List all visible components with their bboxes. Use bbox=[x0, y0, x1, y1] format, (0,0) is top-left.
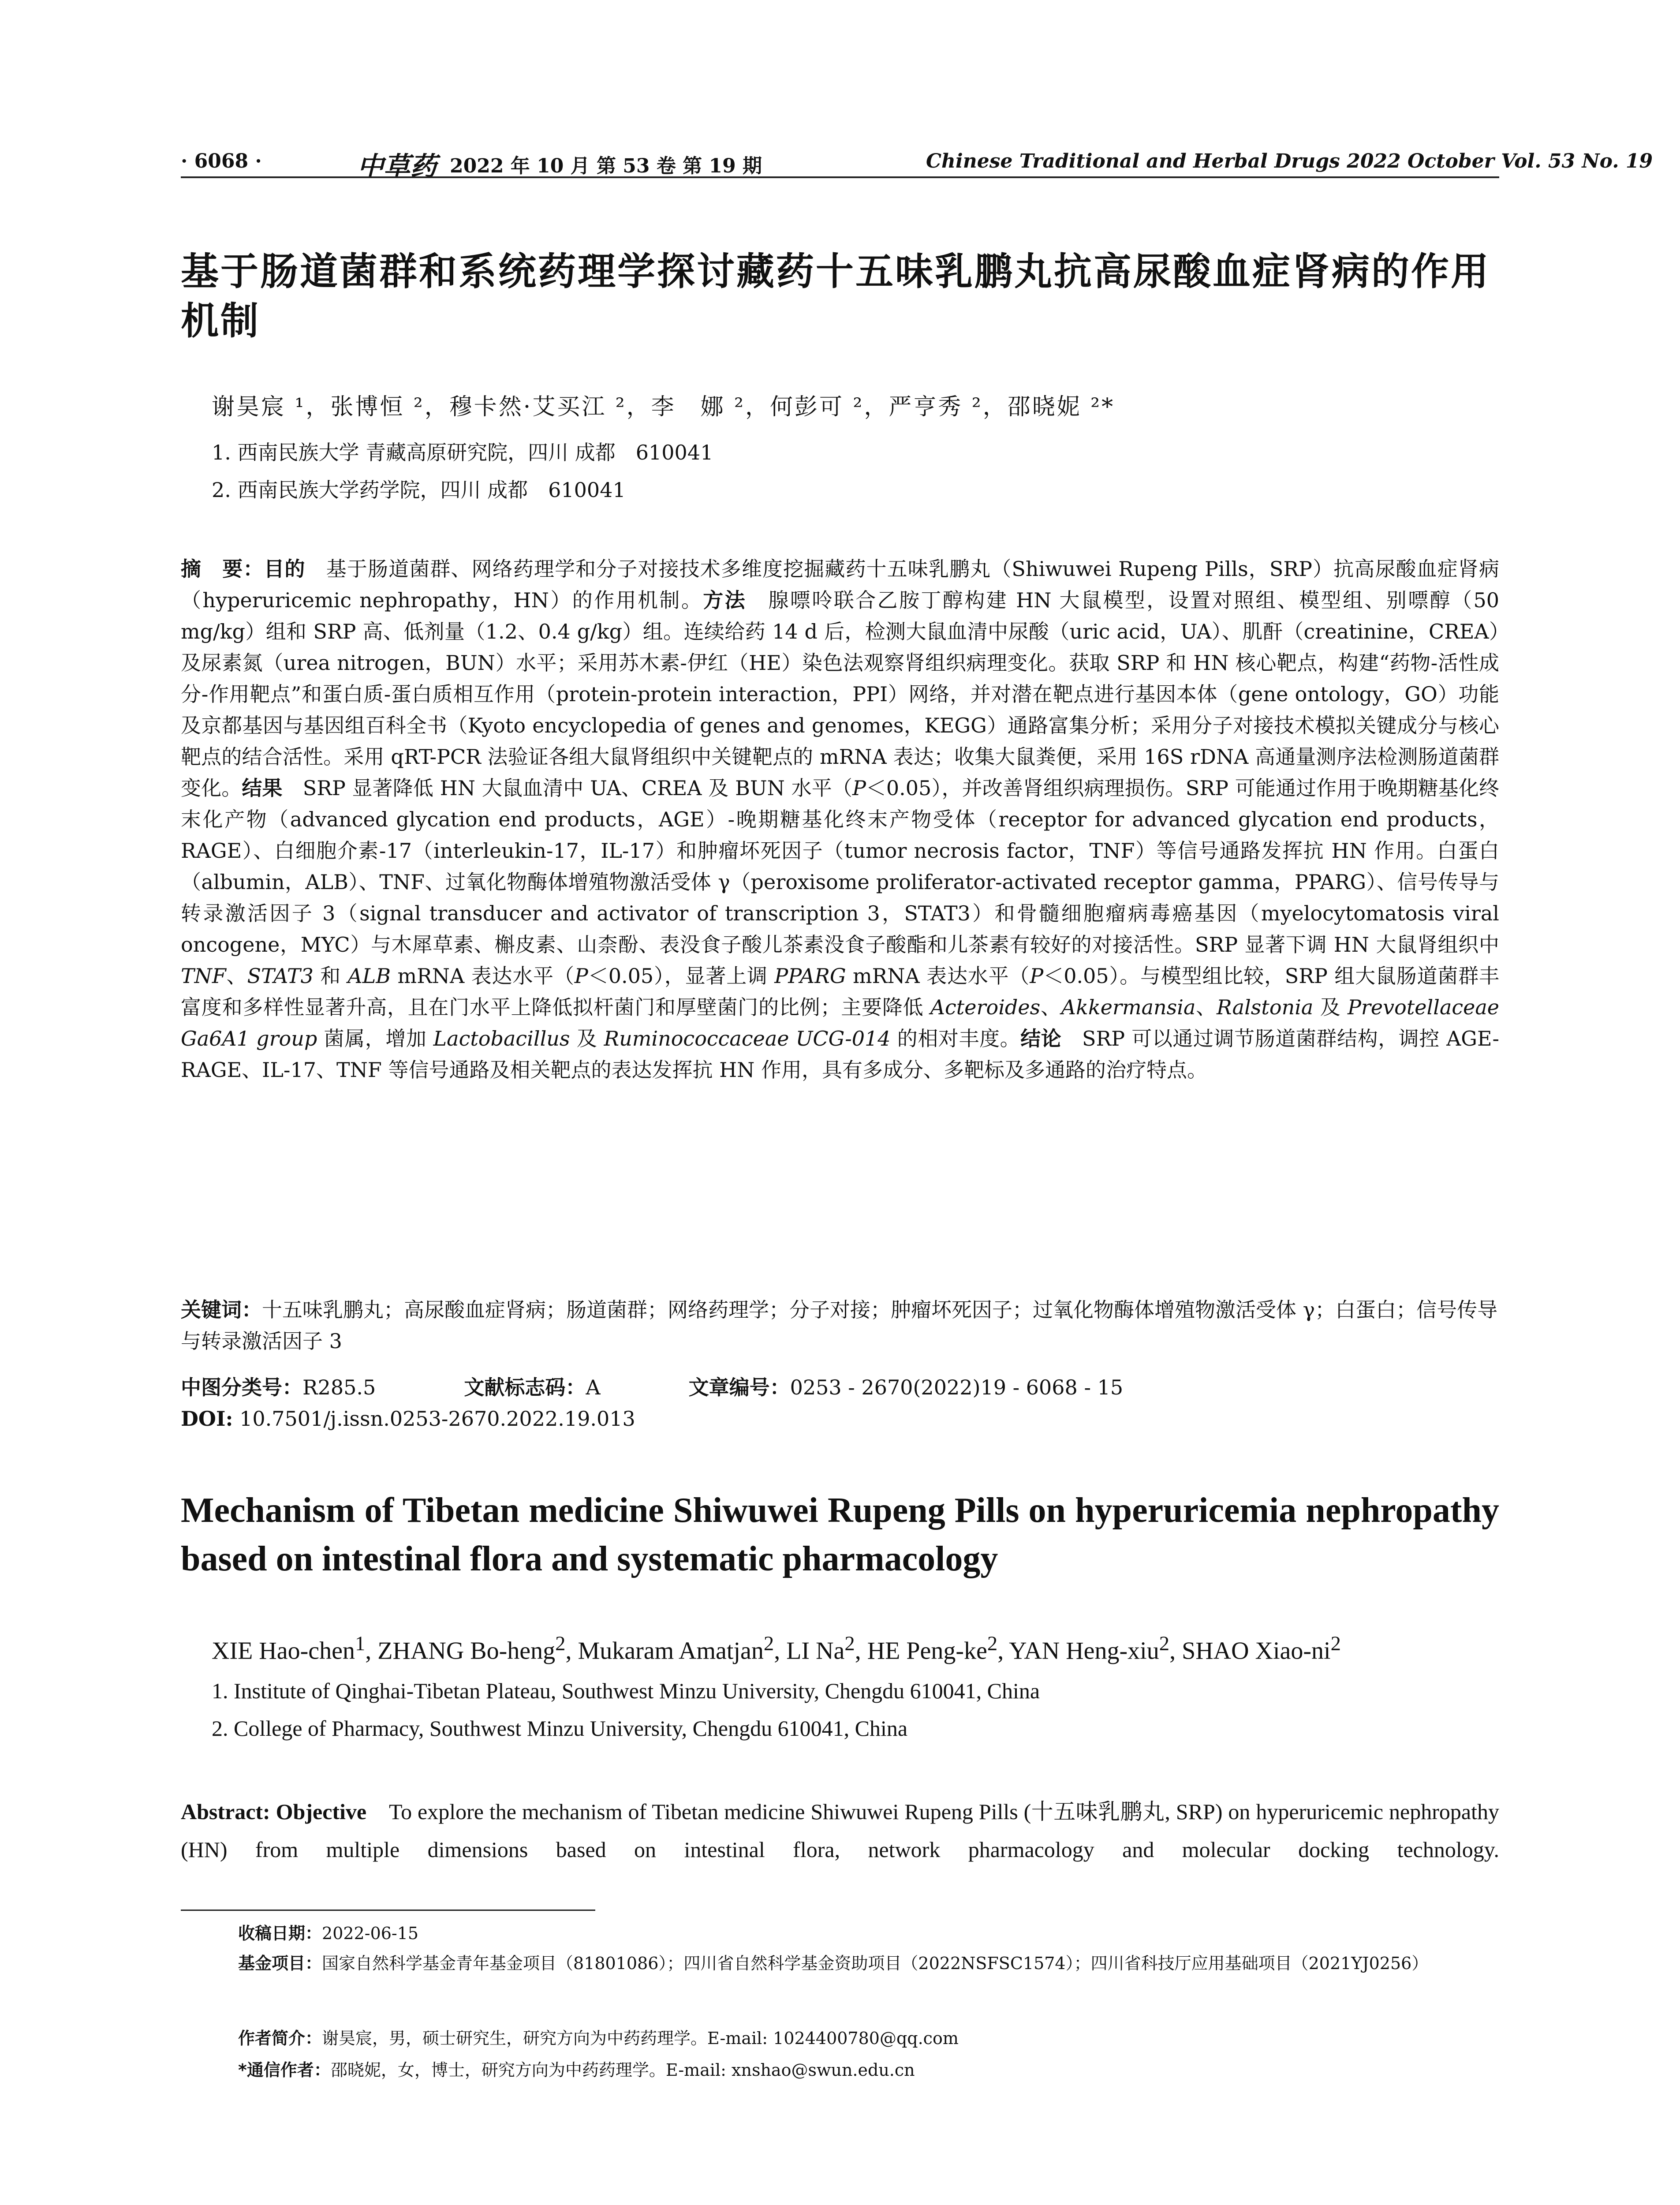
keywords-cn bbox=[181, 1294, 1499, 1357]
result-text: mRNA 表达水平（ bbox=[846, 964, 1030, 988]
author-affiliation-mark: 2 bbox=[844, 1632, 855, 1655]
header-rule bbox=[181, 176, 1499, 178]
bacteria-name: Acteroides bbox=[930, 995, 1041, 1019]
gene-name: TNF bbox=[181, 964, 226, 988]
classification-line bbox=[181, 1372, 1499, 1401]
title-en: Mechanism of Tibetan medicine Shiwuwei Rupeng Pills on hyperuricemia nephropathy based on intestinal flora and systematic pharmacology bbox=[181, 1491, 1499, 1578]
result-text: 的相对丰度。 bbox=[890, 1027, 1021, 1050]
affiliation-en-1: 1. Institute of Qinghai-Tibetan Plateau, Southwest Minzu University, Chengdu 610041, China bbox=[212, 1678, 1040, 1703]
author-affiliation-mark: 2 bbox=[987, 1632, 998, 1655]
author-affiliation-mark: 2 bbox=[555, 1632, 566, 1655]
bacteria-name: Prevotellaceae Ga6A1 group bbox=[181, 995, 1500, 1050]
corresponding-text: 邵晓妮，女，博士，研究方向为中药药理学。E-mail: xnshao@swun.edu.cn bbox=[330, 2060, 915, 2080]
abstract-en bbox=[181, 1793, 1499, 1869]
bacteria-name: Ruminococcaceae UCG-014 bbox=[604, 1027, 891, 1050]
author-intro-label: 作者简介： bbox=[238, 2029, 322, 2048]
author-separator: , bbox=[997, 1637, 1009, 1665]
separator: 、 bbox=[226, 964, 247, 988]
bacteria-name: Lactobacillus bbox=[433, 1027, 570, 1050]
footnote-rule bbox=[181, 1910, 595, 1911]
doi-value: 10.7501/j.issn.0253-2670.2022.19.013 bbox=[233, 1407, 635, 1431]
conclusion-text: SRP 可以通过调节肠道菌群结构，调控 AGE-RAGE、IL-17、TNF 等信号通路及相关靶点的表达发挥抗 HN 作用，具有多成分、多靶标及多通路的治疗特点。 bbox=[181, 1027, 1500, 1082]
gene-name: STAT3 bbox=[247, 964, 314, 988]
author-separator: , bbox=[774, 1637, 787, 1665]
author-separator: , bbox=[855, 1637, 867, 1665]
author-name: Mukaram Amatjan bbox=[578, 1637, 764, 1665]
article-number-value: 0253 - 2670(2022)19 - 6068 - 15 bbox=[790, 1375, 1124, 1399]
result-text: 菌属，增加 bbox=[317, 1027, 433, 1050]
result-text: SRP 显著降低 HN 大鼠血清中 UA、CREA 及 BUN 水平（ bbox=[282, 776, 852, 800]
keywords-label: 关键词： bbox=[181, 1298, 262, 1322]
running-header bbox=[181, 146, 1653, 182]
separator: 、 bbox=[1040, 995, 1061, 1019]
keywords-text: 十五味乳鹏丸；高尿酸血症肾病；肠道菌群；网络药理学；分子对接；肿瘤坏死因子；过氧化物酶体增殖物激活受体 γ；白蛋白；信号传导与转录激活因子 3 bbox=[181, 1298, 1498, 1353]
author-name: XIE Hao-chen bbox=[212, 1637, 355, 1665]
page-number: · 6068 · bbox=[181, 150, 262, 172]
article-number-label: 文章编号： bbox=[688, 1375, 790, 1399]
method-label: 方法 bbox=[703, 588, 747, 612]
author-name: SHAO Xiao-ni bbox=[1182, 1637, 1331, 1665]
result-label: 结果 bbox=[242, 776, 283, 800]
authors-cn: 谢昊宸 ¹，张博恒 ²，穆卡然·艾买江 ²，李 娜 ²，何彭可 ²，严亨秀 ²，邵晓妮 ²* bbox=[212, 394, 1115, 420]
doc-code-label: 文献标志码： bbox=[464, 1375, 586, 1399]
authors-en bbox=[212, 1632, 1534, 1665]
objective-text: 基于肠道菌群、网络药理学和分子对接技术多维度挖掘藏药十五味乳鹏丸（Shiwuwei Rupeng Pills，SRP）抗高尿酸血症肾病（hyperuricemic nephropathy，HN）的作用机制。 bbox=[181, 557, 1499, 612]
result-text: ＜0.05），显著上调 bbox=[588, 964, 775, 988]
fund-label: 基金项目： bbox=[238, 1954, 322, 1973]
author-name: YAN Heng-xiu bbox=[1009, 1637, 1159, 1665]
journal-logo: 中草药 bbox=[357, 151, 437, 182]
bacteria-name: Ralstonia bbox=[1216, 995, 1314, 1019]
fund-text: 国家自然科学基金青年基金项目（81801086）；四川省自然科学基金资助项目（2022NSFSC1574）；四川省科技厅应用基础项目（2021YJ0256） bbox=[322, 1954, 1429, 1973]
doi-label: DOI: bbox=[181, 1407, 233, 1431]
author-intro-text: 谢昊宸，男，硕士研究生，研究方向为中药药理学。E-mail: 1024400780@qq.com bbox=[322, 2029, 959, 2048]
doc-code-value: A bbox=[586, 1375, 601, 1399]
author-name: ZHANG Bo-heng bbox=[377, 1637, 556, 1665]
affiliation-cn-1: 1. 西南民族大学 青藏高原研究院，四川 成都 610041 bbox=[212, 441, 713, 464]
conjunction: 及 bbox=[570, 1027, 604, 1050]
author-affiliation-mark: 1 bbox=[355, 1632, 366, 1655]
corresponding-label: *通信作者： bbox=[238, 2060, 331, 2080]
abstract-en-text: To explore the mechanism of Tibetan medicine Shiwuwei Rupeng Pills (十五味乳鹏丸, SRP) on hyperuricemic nephropathy (HN) from multiple dimensions based on intestinal flora, network pharmacology and molecular docking technology. bbox=[181, 1799, 1499, 1862]
p-value-symbol: P bbox=[574, 964, 588, 988]
p-value-symbol: P bbox=[852, 776, 866, 800]
received-date: 2022-06-15 bbox=[322, 1924, 419, 1943]
footnote-received bbox=[238, 1918, 1508, 1948]
conjunction: 和 bbox=[313, 964, 348, 988]
clc-label: 中图分类号： bbox=[181, 1375, 302, 1399]
author-affiliation-mark: 2 bbox=[1159, 1632, 1170, 1655]
gene-name: ALB bbox=[347, 964, 391, 988]
issue-info-cn: 2022 年 10 月 第 53 卷 第 19 期 bbox=[450, 155, 762, 177]
conjunction: 及 bbox=[1313, 995, 1348, 1019]
affiliation-en-2: 2. College of Pharmacy, Southwest Minzu University, Chengdu 610041, China bbox=[212, 1716, 908, 1741]
author-separator: , bbox=[365, 1637, 378, 1665]
result-text: ＜0.05）。与模型组比较，SRP 组大鼠肠道菌群丰富度和多样性显著升高，且在门水平上降低拟杆菌门和厚壁菌门的比例；主要降低 bbox=[181, 964, 1500, 1019]
conclusion-label: 结论 bbox=[1020, 1027, 1062, 1050]
affiliation-cn-2: 2. 西南民族大学药学院，四川 成都 610041 bbox=[212, 478, 626, 502]
result-text: ＜0.05），并改善肾组织病理损伤。SRP 可能通过作用于晚期糖基化终末化产物（advanced glycation end products，AGE）-晚期糖基化终末产物受体（receptor for advanced glycation end products，RAGE）、白细胞介素-17（interleukin-17，IL-17）和肿瘤坏死因子（tumor necrosis factor，TNF）等信号通路发挥抗 HN 作用。白蛋白（albumin，ALB）、TNF、过氧化物酶体增殖物激活受体 γ（peroxisome proliferator-activated receptor gamma，PPARG）、信号传导与转录激活因子 3（signal transducer and activator of transcription 3，STAT3）和骨髓细胞瘤病毒癌基因（myelocytomatosis viral oncogene，MYC）与木犀草素、槲皮素、山柰酚、表没食子酸儿茶素没食子酸酯和儿茶素有较好的对接活性。SRP 显著下调 HN 大鼠肾组织中 bbox=[181, 776, 1500, 957]
author-separator: , bbox=[565, 1637, 578, 1665]
footnote-corresponding bbox=[238, 2055, 1508, 2085]
doi-line bbox=[181, 1407, 1499, 1431]
author-affiliation-mark: 2 bbox=[1330, 1632, 1341, 1655]
abstract-en-label: Abstract: Objective bbox=[181, 1799, 367, 1824]
p-value-symbol: P bbox=[1030, 964, 1044, 988]
bacteria-name: Akkermansia bbox=[1061, 995, 1196, 1019]
gene-name: PPARG bbox=[774, 964, 846, 988]
author-name: LI Na bbox=[786, 1637, 845, 1665]
title-cn: 基于肠道菌群和系统药理学探讨藏药十五味乳鹏丸抗高尿酸血症肾病的作用机制 bbox=[181, 250, 1490, 343]
author-name: HE Peng-ke bbox=[867, 1637, 987, 1665]
issue-info-en: Chinese Traditional and Herbal Drugs 2022 October Vol. 53 No. 19 bbox=[926, 150, 1653, 172]
method-text: 腺嘌呤联合乙胺丁醇构建 HN 大鼠模型，设置对照组、模型组、别嘌醇（50 mg/kg）组和 SRP 高、低剂量（1.2、0.4 g/kg）组。连续给药 14 d 后，检测大鼠血清中尿酸（uric acid，UA）、肌酐（creatinine，CREA）及尿素氮（urea nitrogen，BUN）水平；采用苏木素-伊红（HE）染色法观察肾组织病理变化。获取 SRP 和 HN 核心靶点，构建“药物-活性成分-作用靶点”和蛋白质-蛋白质相互作用（protein-protein interaction，PPI）网络，并对潜在靶点进行基因本体（gene ontology，GO）功能及京都基因与基因组百科全书（Kyoto encyclopedia of genes and genomes，KEGG）通路富集分析；采用分子对接技术模拟关键成分与核心靶点的结合活性。采用 qRT-PCR 法验证各组大鼠肾组织中关键靶点的 mRNA 表达；收集大鼠粪便，采用 16S rDNA 高通量测序法检测肠道菌群变化。 bbox=[181, 588, 1499, 800]
footnote-fund bbox=[238, 1948, 1508, 1978]
result-text: mRNA 表达水平（ bbox=[391, 964, 575, 988]
received-label: 收稿日期： bbox=[238, 1924, 322, 1943]
author-affiliation-mark: 2 bbox=[763, 1632, 774, 1655]
objective-label: 目的 bbox=[264, 557, 306, 581]
abstract-label: 摘 要： bbox=[181, 557, 264, 581]
separator: 、 bbox=[1195, 995, 1217, 1019]
footnote-author bbox=[238, 2023, 1508, 2053]
abstract-cn bbox=[181, 553, 1499, 1086]
clc-value: R285.5 bbox=[302, 1375, 376, 1399]
author-separator: , bbox=[1169, 1637, 1182, 1665]
